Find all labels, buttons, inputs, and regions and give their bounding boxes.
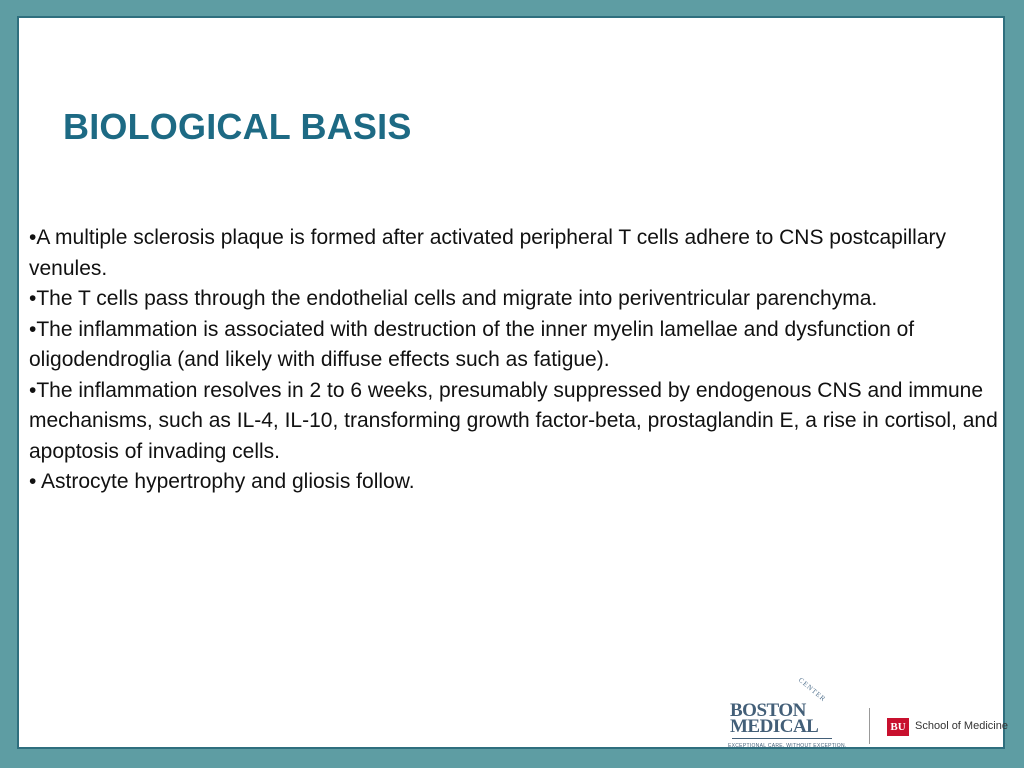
bmc-logo-tagline: EXCEPTIONAL CARE. WITHOUT EXCEPTION. — [728, 743, 847, 749]
bu-badge-icon: BU — [887, 718, 909, 736]
bu-school-label: School of Medicine — [915, 720, 1008, 732]
bmc-logo-medical: MEDICAL — [730, 716, 819, 737]
slide — [17, 16, 1008, 749]
bullet-item: •The inflammation resolves in 2 to 6 weeks, presumably suppressed by endogenous CNS and immune mechanisms, such as IL-4, IL-10, transforming growth factor-beta, prostaglandin E, a rise in cortisol, and apoptosis of invading cells. — [29, 378, 998, 463]
slide-title: BIOLOGICAL BASIS — [63, 106, 412, 147]
bullet-list — [29, 223, 1001, 498]
bmc-logo-boston: BOSTON — [730, 700, 806, 721]
boston-medical-center-logo — [716, 674, 847, 749]
bullet-item: • Astrocyte hypertrophy and gliosis follow. — [29, 470, 415, 493]
footer-logos — [716, 674, 1008, 749]
logo-separator — [869, 708, 870, 744]
bmc-logo-center-text: CENTER — [796, 676, 828, 704]
bullet-item: •The T cells pass through the endothelial cells and migrate into periventricular parenchyma. — [29, 287, 878, 310]
bmc-logo-divider — [732, 738, 832, 739]
bullet-item: •A multiple sclerosis plaque is formed after activated peripheral T cells adhere to CNS postcapillary venules. — [29, 226, 947, 280]
bullet-item: •The inflammation is associated with destruction of the inner myelin lamellae and dysfunction of oligodendroglia (and likely with diffuse effects such as fatigue). — [29, 317, 915, 371]
